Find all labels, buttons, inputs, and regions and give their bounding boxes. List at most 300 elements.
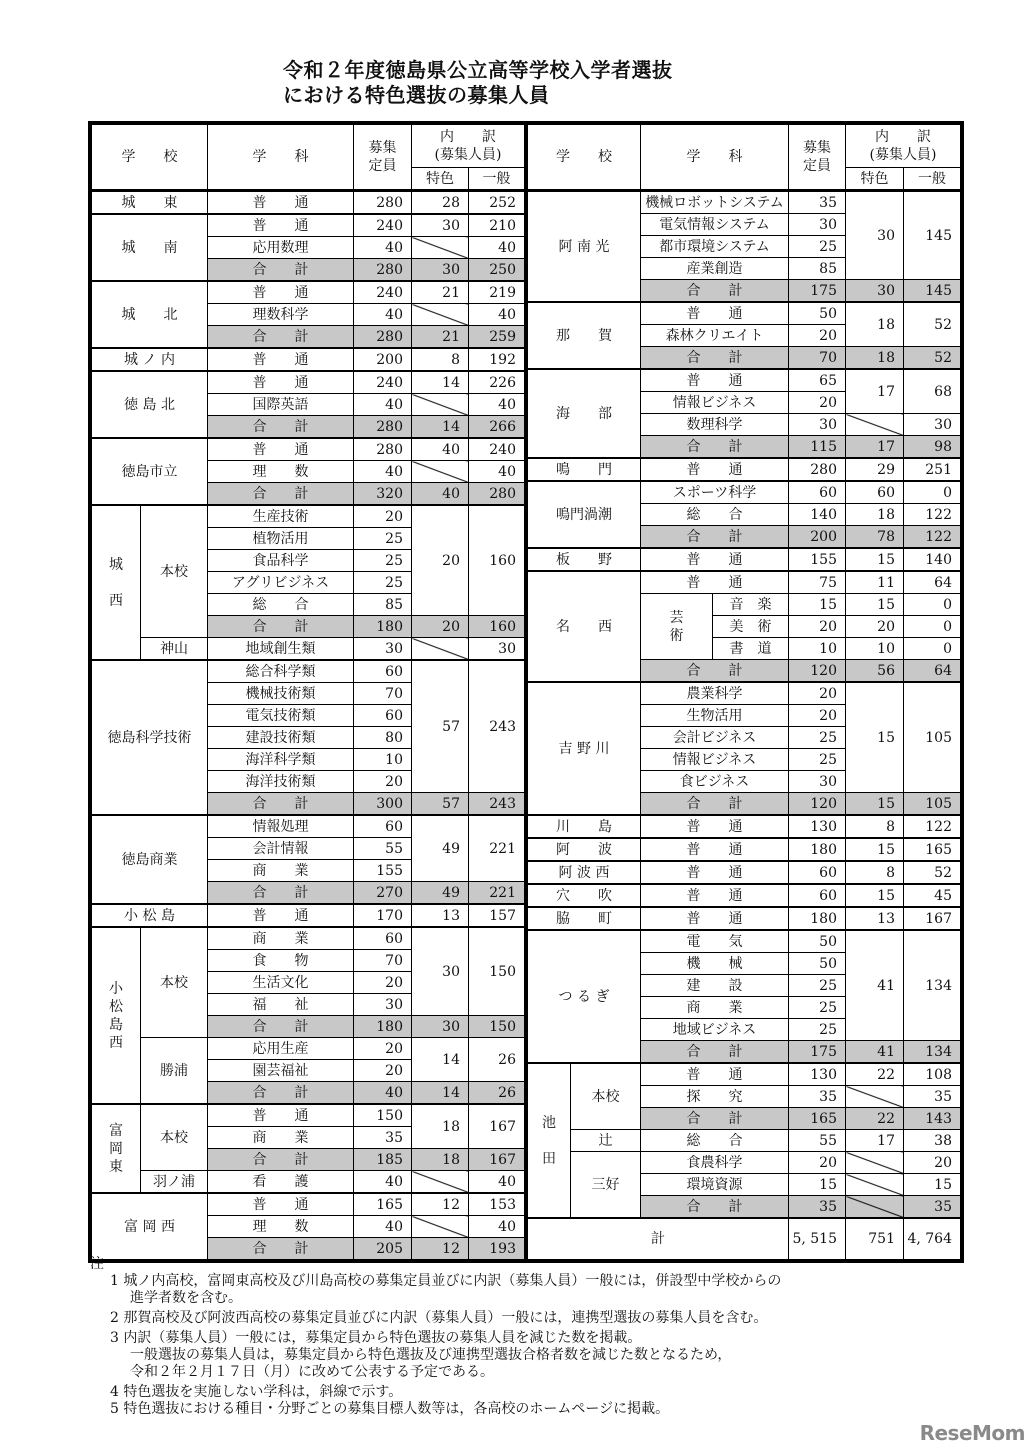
not-applicable-slash (412, 1171, 469, 1194)
school-cell: 城 北 (92, 281, 208, 348)
capacity-cell: 10 (789, 638, 846, 660)
total-label: 合 計 (208, 1082, 354, 1105)
ippan-cell: 26 (469, 1082, 526, 1105)
tokushoku-cell: 14 (412, 1082, 469, 1105)
not-applicable-slash (412, 1216, 469, 1238)
table-row (528, 369, 961, 392)
department-cell: 応用数理 (208, 237, 354, 259)
tokushoku-cell: 17 (846, 369, 904, 414)
total-label: 合 計 (641, 1041, 789, 1064)
tokushoku-cell: 49 (412, 882, 469, 905)
capacity-cell: 20 (354, 972, 412, 994)
school-cell: 板 野 (528, 548, 641, 571)
department-cell: 環境資源 (641, 1174, 789, 1196)
department-cell: 普 通 (208, 214, 354, 237)
department-cell: 電気情報システム (641, 214, 789, 236)
table-row (92, 505, 526, 528)
ippan-cell: 45 (904, 884, 961, 907)
tokushoku-cell: 57 (412, 793, 469, 816)
table-row (528, 884, 961, 907)
not-applicable-slash (846, 414, 904, 436)
table-row (528, 302, 961, 325)
department-cell: 生産技術 (208, 505, 354, 528)
total-label: 合 計 (641, 1108, 789, 1130)
total-label: 合 計 (641, 1196, 789, 1219)
school-cell: 鳴門渦潮 (528, 481, 641, 548)
department-cell: 普 通 (208, 281, 354, 304)
capacity-cell: 180 (789, 838, 846, 861)
capacity-cell: 25 (354, 528, 412, 550)
department-cell: 看 護 (208, 1171, 354, 1194)
capacity-cell: 170 (354, 904, 412, 927)
tokushoku-cell: 20 (412, 616, 469, 638)
capacity-cell: 25 (789, 727, 846, 749)
department-cell: 理数科学 (208, 304, 354, 326)
school-cell: 池 田 (528, 1063, 571, 1218)
tokushoku-cell: 30 (412, 259, 469, 282)
department-cell: 情報ビジネス (641, 749, 789, 771)
total-label: 合 計 (208, 882, 354, 905)
resemom-logo: ReseMom (919, 1421, 1025, 1445)
capacity-cell: 130 (789, 815, 846, 838)
ippan-cell: 221 (469, 882, 526, 905)
ippan-cell: 140 (904, 548, 961, 571)
department-cell: 普 通 (641, 838, 789, 861)
capacity-cell: 30 (789, 771, 846, 793)
capacity-cell: 60 (354, 660, 412, 683)
department-cell: 地域ビジネス (641, 1019, 789, 1041)
department-cell: 総 合 (641, 1130, 789, 1152)
capacity-cell: 120 (789, 793, 846, 816)
department-cell: 普 通 (641, 571, 789, 594)
capacity-cell: 80 (354, 727, 412, 749)
total-label: 合 計 (208, 616, 354, 638)
department-cell: 普 通 (641, 907, 789, 930)
school-cell: 阿 波 (528, 838, 641, 861)
capacity-cell: 280 (789, 458, 846, 481)
department-cell: 都市環境システム (641, 236, 789, 258)
header-breakdown: 内 訳 (募集人員) (846, 125, 961, 168)
capacity-cell: 150 (354, 1104, 412, 1127)
capacity-cell: 40 (354, 394, 412, 416)
tokushoku-cell: 49 (412, 815, 469, 882)
table-row (528, 907, 961, 930)
ippan-cell: 219 (469, 281, 526, 304)
ippan-cell: 167 (904, 907, 961, 930)
department-cell: 総 合 (641, 504, 789, 526)
ippan-cell: 108 (904, 1063, 961, 1086)
capacity-cell: 60 (789, 861, 846, 884)
capacity-cell: 35 (789, 191, 846, 214)
department-cell: 普 通 (208, 438, 354, 461)
table-row (92, 1171, 526, 1194)
capacity-cell: 240 (354, 371, 412, 394)
tokushoku-cell: 78 (846, 526, 904, 549)
campus-cell: 本校 (141, 505, 208, 638)
department-cell: 電気技術類 (208, 705, 354, 727)
ippan-cell: 68 (904, 369, 961, 414)
capacity-cell: 55 (354, 838, 412, 860)
school-cell: 小 松 島 (92, 904, 208, 927)
tokushoku-cell: 30 (412, 1016, 469, 1038)
department-cell: 情報処理 (208, 815, 354, 838)
tokushoku-cell: 57 (412, 660, 469, 793)
tokushoku-cell: 13 (846, 907, 904, 930)
ippan-cell: 134 (904, 1041, 961, 1064)
tokushoku-cell: 17 (846, 1130, 904, 1152)
capacity-cell: 60 (789, 481, 846, 504)
tokushoku-cell: 21 (412, 281, 469, 304)
department-cell: 建 設 (641, 975, 789, 997)
total-label: 合 計 (208, 1238, 354, 1260)
capacity-cell: 55 (789, 1130, 846, 1152)
school-cell: 計 (528, 1218, 789, 1260)
school-cell: 鳴 門 (528, 458, 641, 481)
capacity-cell: 50 (789, 930, 846, 953)
department-cell: 会計ビジネス (641, 727, 789, 749)
total-label: 合 計 (208, 326, 354, 349)
ippan-cell: 0 (904, 638, 961, 660)
table-row (92, 1038, 526, 1060)
school-cell: 那 賀 (528, 302, 641, 369)
capacity-cell: 20 (354, 1038, 412, 1060)
department-cell: 普 通 (641, 861, 789, 884)
ippan-cell: 52 (904, 861, 961, 884)
department-cell: 森林クリエイト (641, 325, 789, 347)
capacity-cell: 5, 515 (789, 1218, 846, 1260)
tokushoku-cell: 30 (846, 191, 904, 280)
left-table-body (92, 191, 526, 1260)
capacity-cell: 20 (354, 1060, 412, 1082)
department-cell: 応用生産 (208, 1038, 354, 1060)
tokushoku-cell: 56 (846, 660, 904, 683)
ippan-cell: 40 (469, 461, 526, 483)
department-cell: 植物活用 (208, 528, 354, 550)
notes-heading: 注 (90, 1256, 104, 1272)
capacity-cell: 10 (354, 749, 412, 771)
table-row (528, 815, 961, 838)
school-cell: 脇 町 (528, 907, 641, 930)
department-cell: 機械ロボットシステム (641, 191, 789, 214)
department-cell: 生活文化 (208, 972, 354, 994)
not-applicable-slash (846, 1174, 904, 1196)
tokushoku-cell: 18 (412, 1104, 469, 1149)
not-applicable-slash (412, 461, 469, 483)
department-cell: 建設技術類 (208, 727, 354, 749)
department-cell: 海洋技術類 (208, 771, 354, 793)
school-cell: 徳 島 北 (92, 371, 208, 438)
table-row (528, 481, 961, 504)
ippan-cell: 145 (904, 191, 961, 280)
school-cell: 徳島市立 (92, 438, 208, 505)
capacity-cell: 25 (354, 572, 412, 594)
not-applicable-slash (846, 1196, 904, 1219)
ippan-cell: 40 (469, 394, 526, 416)
subdepartment-cell: 音 楽 (713, 594, 789, 616)
tokushoku-cell: 29 (846, 458, 904, 481)
tokushoku-cell: 22 (846, 1063, 904, 1086)
capacity-cell: 165 (354, 1193, 412, 1216)
tokushoku-cell: 30 (412, 214, 469, 237)
ippan-cell: 221 (469, 815, 526, 882)
total-label: 合 計 (641, 280, 789, 303)
capacity-cell: 85 (789, 258, 846, 280)
capacity-cell: 25 (789, 997, 846, 1019)
note-item: 令和２年２月１７日（月）に改めて公表する予定である。 (130, 1364, 494, 1380)
capacity-cell: 40 (354, 1082, 412, 1105)
capacity-cell: 25 (789, 749, 846, 771)
tokushoku-cell: 14 (412, 416, 469, 439)
table-row (528, 838, 961, 861)
department-cell: 生物活用 (641, 705, 789, 727)
capacity-cell: 35 (354, 1127, 412, 1149)
capacity-cell: 20 (789, 1152, 846, 1174)
ippan-cell: 160 (469, 616, 526, 638)
ippan-cell: 210 (469, 214, 526, 237)
ippan-cell: 143 (904, 1108, 961, 1130)
capacity-cell: 240 (354, 281, 412, 304)
campus-cell: 本校 (141, 1104, 208, 1171)
note-item: 3 内訳（募集人員）一般には，募集定員から特色選抜の募集人員を減じた数を掲載。 (110, 1330, 642, 1346)
department-cell: 普 通 (641, 884, 789, 907)
capacity-cell: 60 (789, 884, 846, 907)
ippan-cell: 15 (904, 1174, 961, 1196)
capacity-cell: 30 (354, 994, 412, 1016)
ippan-cell: 252 (469, 191, 526, 215)
header-department: 学 科 (641, 125, 789, 191)
ippan-cell: 0 (904, 594, 961, 616)
capacity-cell: 205 (354, 1238, 412, 1260)
ippan-cell: 243 (469, 660, 526, 793)
tokushoku-cell: 8 (846, 861, 904, 884)
school-cell: 川 島 (528, 815, 641, 838)
ippan-cell: 35 (904, 1086, 961, 1108)
school-cell: 城 南 (92, 214, 208, 281)
table-row (92, 1193, 526, 1216)
capacity-cell: 40 (354, 1171, 412, 1194)
capacity-cell: 20 (354, 771, 412, 793)
capacity-cell: 20 (789, 705, 846, 727)
department-cell: 食品科学 (208, 550, 354, 572)
ippan-cell: 105 (904, 793, 961, 816)
department-cell: 普 通 (208, 348, 354, 371)
document-title (283, 58, 673, 108)
capacity-cell: 180 (354, 616, 412, 638)
tokushoku-cell: 13 (412, 904, 469, 927)
tokushoku-cell: 41 (846, 1041, 904, 1064)
ippan-cell: 157 (469, 904, 526, 927)
header-ippan: 一般 (469, 168, 526, 191)
tokushoku-cell: 20 (412, 505, 469, 616)
tokushoku-cell: 15 (846, 884, 904, 907)
capacity-cell: 130 (789, 1063, 846, 1086)
ippan-cell: 40 (469, 1216, 526, 1238)
department-cell: 農業科学 (641, 682, 789, 705)
department-cell: スポーツ科学 (641, 481, 789, 504)
school-cell: つ る ぎ (528, 930, 641, 1063)
department-cell: 電 気 (641, 930, 789, 953)
table-row (528, 1152, 961, 1174)
capacity-cell: 240 (354, 214, 412, 237)
ippan-cell: 0 (904, 616, 961, 638)
department-cell: 園芸福祉 (208, 1060, 354, 1082)
department-cell: 機械技術類 (208, 683, 354, 705)
tokushoku-cell: 18 (412, 1149, 469, 1171)
ippan-cell: 122 (904, 815, 961, 838)
school-cell: 富 岡 西 (92, 1193, 208, 1260)
header-ippan: 一般 (904, 168, 961, 191)
ippan-cell: 40 (469, 1171, 526, 1194)
total-label: 合 計 (641, 526, 789, 549)
capacity-cell: 280 (354, 416, 412, 439)
capacity-cell: 25 (789, 236, 846, 258)
recruitment-table (88, 121, 964, 1263)
campus-cell: 羽ノ浦 (141, 1171, 208, 1194)
capacity-cell: 65 (789, 369, 846, 392)
department-cell: 普 通 (208, 191, 354, 215)
campus-cell: 勝浦 (141, 1038, 208, 1105)
capacity-cell: 40 (354, 461, 412, 483)
capacity-cell: 280 (354, 191, 412, 215)
total-label: 合 計 (641, 436, 789, 459)
capacity-cell: 50 (789, 953, 846, 975)
school-cell: 徳島科学技術 (92, 660, 208, 815)
department-cell: 地域創生類 (208, 638, 354, 661)
capacity-cell: 35 (789, 1086, 846, 1108)
table-row (92, 281, 526, 304)
subdepartment-cell: 書 道 (713, 638, 789, 660)
total-label: 合 計 (208, 1149, 354, 1171)
ippan-cell: 153 (469, 1193, 526, 1216)
school-cell: 阿 波 西 (528, 861, 641, 884)
capacity-cell: 70 (354, 683, 412, 705)
department-cell: 普 通 (641, 1063, 789, 1086)
table-row (92, 371, 526, 394)
school-cell: 富 岡 東 (92, 1104, 141, 1193)
capacity-cell: 115 (789, 436, 846, 459)
capacity-cell: 200 (789, 526, 846, 549)
ippan-cell: 251 (904, 458, 961, 481)
title-line-1: 令和２年度徳島県公立高等学校入学者選抜 (283, 58, 673, 82)
ippan-cell: 98 (904, 436, 961, 459)
capacity-cell: 320 (354, 483, 412, 506)
school-cell: 名 西 (528, 571, 641, 682)
capacity-cell: 120 (789, 660, 846, 683)
department-cell: 福 祉 (208, 994, 354, 1016)
capacity-cell: 30 (789, 214, 846, 236)
school-cell: 吉 野 川 (528, 682, 641, 815)
table-row (528, 1130, 961, 1152)
department-cell: アグリビジネス (208, 572, 354, 594)
not-applicable-slash (412, 304, 469, 326)
department-cell: 総 合 (208, 594, 354, 616)
tokushoku-cell: 30 (846, 280, 904, 303)
not-applicable-slash (412, 638, 469, 661)
capacity-cell: 70 (789, 347, 846, 370)
campus-cell: 本校 (571, 1063, 641, 1130)
school-cell: 城 ノ 内 (92, 348, 208, 371)
department-cell: 普 通 (208, 904, 354, 927)
ippan-cell: 26 (469, 1038, 526, 1082)
ippan-cell: 259 (469, 326, 526, 349)
capacity-cell: 140 (789, 504, 846, 526)
capacity-cell: 180 (354, 1016, 412, 1038)
header-capacity: 募集 定員 (354, 125, 412, 191)
school-cell: 徳島商業 (92, 815, 208, 904)
table-row (92, 904, 526, 927)
ippan-cell: 250 (469, 259, 526, 282)
ippan-cell: 145 (904, 280, 961, 303)
table-row (92, 191, 526, 215)
tokushoku-cell: 14 (412, 371, 469, 394)
ippan-cell: 30 (469, 638, 526, 661)
table-row (92, 1104, 526, 1127)
campus-cell: 三好 (571, 1152, 641, 1219)
header-school: 学 校 (528, 125, 641, 191)
total-label: 合 計 (641, 660, 789, 683)
not-applicable-slash (412, 237, 469, 259)
table-row (92, 638, 526, 661)
ippan-cell: 134 (904, 930, 961, 1041)
ippan-cell: 150 (469, 927, 526, 1016)
ippan-cell: 0 (904, 481, 961, 504)
note-item: 一般選抜の募集人員は，募集定員から特色選抜及び連携型選抜合格者数を減じた数となるため， (130, 1347, 732, 1363)
capacity-cell: 70 (354, 950, 412, 972)
school-cell: 穴 吹 (528, 884, 641, 907)
tokushoku-cell: 15 (846, 838, 904, 861)
right-table (527, 124, 961, 1260)
department-cell: 普 通 (208, 1193, 354, 1216)
capacity-cell: 25 (789, 975, 846, 997)
tokushoku-cell: 40 (412, 438, 469, 461)
capacity-cell: 60 (354, 815, 412, 838)
department-cell: 情報ビジネス (641, 392, 789, 414)
capacity-cell: 40 (354, 237, 412, 259)
capacity-cell: 30 (789, 414, 846, 436)
not-applicable-slash (846, 1086, 904, 1108)
school-cell: 城 東 (92, 191, 208, 215)
tokushoku-cell: 15 (846, 548, 904, 571)
capacity-cell: 15 (789, 1174, 846, 1196)
tokushoku-cell: 22 (846, 1108, 904, 1130)
tokushoku-cell: 10 (846, 638, 904, 660)
ippan-cell: 192 (469, 348, 526, 371)
table-row (528, 861, 961, 884)
ippan-cell: 35 (904, 1196, 961, 1219)
tokushoku-cell: 41 (846, 930, 904, 1041)
tokushoku-cell: 18 (846, 302, 904, 347)
ippan-cell: 165 (904, 838, 961, 861)
department-cell: 芸 術 (641, 594, 713, 660)
table-row (528, 548, 961, 571)
capacity-cell: 25 (354, 550, 412, 572)
not-applicable-slash (846, 1152, 904, 1174)
ippan-cell: 280 (469, 483, 526, 506)
capacity-cell: 60 (354, 927, 412, 950)
total-label: 合 計 (208, 1016, 354, 1038)
ippan-cell: 266 (469, 416, 526, 439)
table-row (92, 815, 526, 838)
school-cell: 城 西 (92, 505, 141, 660)
department-cell: 普 通 (208, 371, 354, 394)
department-cell: 理 数 (208, 1216, 354, 1238)
capacity-cell: 20 (789, 682, 846, 705)
capacity-cell: 35 (789, 1196, 846, 1219)
capacity-cell: 30 (354, 638, 412, 661)
tokushoku-cell: 15 (846, 594, 904, 616)
department-cell: 食 物 (208, 950, 354, 972)
campus-cell: 本校 (141, 927, 208, 1038)
